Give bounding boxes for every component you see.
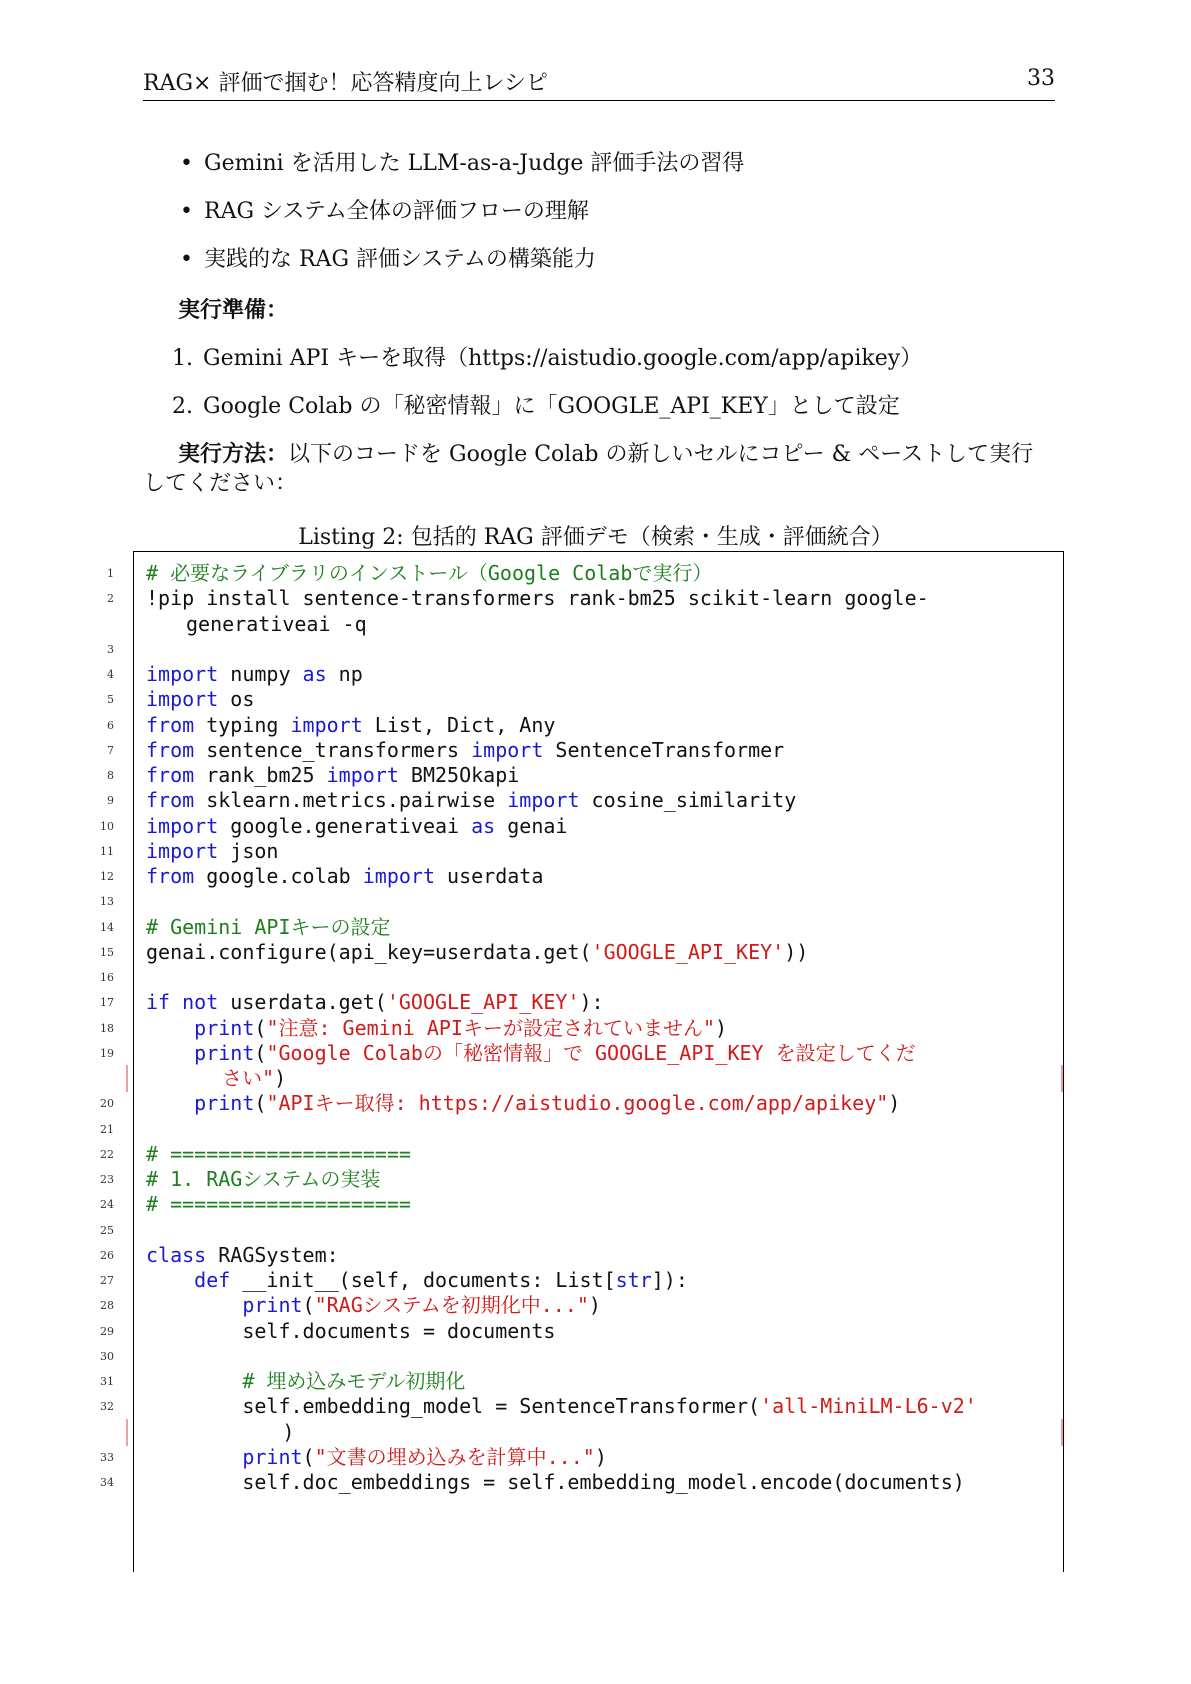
- code-token: from: [146, 712, 195, 737]
- line-break-marker: [126, 1419, 128, 1446]
- objectives-list: [180, 146, 744, 290]
- code-line: [100, 964, 1063, 991]
- code-text: [146, 1141, 411, 1168]
- code-line: [100, 1318, 1063, 1345]
- code-token: os: [218, 687, 255, 712]
- code-token: "Google Colabの「秘密情報」で GOOGLE_API_KEY を設定してくだ: [266, 1040, 916, 1065]
- line-number: 26: [100, 1248, 114, 1262]
- code-line: [100, 1217, 1063, 1244]
- code-token: import: [471, 737, 544, 762]
- code-token: print: [242, 1444, 303, 1469]
- line-number: 8: [107, 769, 114, 782]
- line-number: 12: [100, 870, 114, 883]
- code-text: [146, 1090, 900, 1117]
- code-token: 'GOOGLE_API_KEY': [591, 939, 785, 964]
- code-token: import: [290, 712, 363, 737]
- code-token: ): [888, 1091, 901, 1116]
- line-break-marker: [1061, 1065, 1063, 1092]
- code-line: [100, 1166, 1063, 1193]
- code-token: (: [254, 1091, 267, 1116]
- line-number: 25: [100, 1223, 114, 1237]
- code-token: json: [218, 838, 279, 863]
- code-token: from: [146, 737, 195, 762]
- code-line: [100, 1015, 1063, 1042]
- line-number: 15: [100, 945, 114, 959]
- code-token: import: [362, 864, 435, 888]
- code-text: [146, 1393, 977, 1420]
- page-header: [143, 66, 1055, 101]
- code-text: [146, 989, 604, 1016]
- step-text: Google Colab の「秘密情報」に「GOOGLE_API_KEY」として設定: [203, 394, 900, 419]
- code-text: [186, 1065, 286, 1092]
- code-text: [146, 1267, 688, 1294]
- code-token: from: [146, 864, 195, 888]
- code-token: numpy: [218, 662, 303, 686]
- code-token: ): [274, 1066, 287, 1090]
- line-number: 13: [100, 895, 114, 909]
- code-token: (: [302, 1444, 315, 1469]
- method-label: 実行方法：: [178, 441, 289, 467]
- code-token: BM25Okapi: [398, 763, 520, 787]
- running-title: RAG× 評価で掴む！応答精度向上レシピ: [143, 71, 548, 96]
- code-token: __init__(self, documents: List[: [230, 1268, 616, 1292]
- code-text: [146, 914, 391, 941]
- line-number: 22: [100, 1147, 114, 1161]
- code-token: ): [186, 1419, 295, 1444]
- code-token: [146, 1016, 194, 1040]
- code-text: [146, 1166, 380, 1193]
- page-number: 33: [1027, 66, 1055, 91]
- code-token: generativeai -q: [186, 611, 367, 636]
- code-line: [100, 1141, 1063, 1168]
- line-number: 7: [107, 743, 114, 757]
- code-token: if: [146, 990, 171, 1015]
- code-token: # 埋め込みモデル初期化: [242, 1369, 466, 1393]
- code-token: ):: [579, 990, 604, 1015]
- line-number: 27: [100, 1274, 114, 1287]
- code-line: [100, 1368, 1063, 1395]
- code-token: self.doc_embeddings = self.embedding_model.encode(documents): [146, 1470, 965, 1494]
- code-line: [100, 1040, 1063, 1067]
- code-token: # ====================: [146, 1192, 411, 1217]
- code-token: !pip install sentence-transformers rank-bm25 scikit-learn google-: [146, 586, 929, 611]
- code-text: [146, 863, 543, 890]
- code-token: as: [471, 813, 496, 838]
- code-text: [146, 787, 796, 814]
- code-token: ]):: [651, 1268, 688, 1292]
- code-text: [146, 813, 567, 840]
- step-number: 1.: [172, 346, 193, 371]
- code-token: str: [615, 1268, 652, 1292]
- code-token: typing: [194, 712, 291, 737]
- code-token: (: [254, 1040, 267, 1065]
- code-token: さい": [186, 1066, 275, 1090]
- line-number: 29: [100, 1324, 114, 1338]
- code-token: "RAGシステムを初期化中...": [314, 1293, 589, 1318]
- code-text: [146, 1368, 465, 1395]
- code-token: import: [146, 687, 219, 712]
- code-token: SentenceTransformer: [543, 737, 785, 762]
- code-text: [146, 686, 254, 713]
- code-token: [146, 1445, 242, 1469]
- code-token: # 必要なライブラリのインストール（Google Colabで実行）: [146, 561, 713, 585]
- code-token: # Gemini APIキーの設定: [146, 914, 391, 939]
- code-line: [100, 1444, 1063, 1471]
- list-item: • Gemini を活用した LLM-as-a-Judge 評価手法の習得: [180, 146, 744, 194]
- line-number: 6: [107, 718, 114, 732]
- code-token: List, Dict, Any: [362, 712, 556, 737]
- step-number: 2.: [172, 394, 193, 419]
- code-text: [146, 838, 278, 865]
- code-token: 'GOOGLE_API_KEY': [386, 990, 580, 1015]
- line-break-marker: [1061, 1419, 1063, 1446]
- code-line: [100, 914, 1063, 941]
- code-line: [107, 686, 1063, 713]
- code-line: [107, 787, 1063, 814]
- line-number: 28: [100, 1299, 114, 1313]
- code-text: [146, 560, 712, 587]
- line-number: 3: [107, 642, 114, 656]
- code-token: ): [588, 1293, 601, 1318]
- code-token: (: [302, 1293, 315, 1318]
- code-text: [146, 1469, 965, 1496]
- line-number: 34: [100, 1476, 114, 1489]
- code-line: [107, 737, 1063, 764]
- code-token: class: [146, 1242, 207, 1267]
- code-token: print: [242, 1293, 303, 1318]
- code-token: sklearn.metrics.pairwise: [194, 788, 508, 813]
- code-token: not: [182, 990, 219, 1015]
- line-number: 31: [100, 1375, 114, 1388]
- code-token: cosine_similarity: [579, 788, 797, 813]
- code-token: ): [715, 1015, 728, 1040]
- code-line: [100, 1116, 1063, 1143]
- code-line: [100, 1292, 1063, 1319]
- code-token: # 1. RAGシステムの実装: [146, 1167, 381, 1191]
- code-text: [146, 1292, 601, 1319]
- method-paragraph: [143, 440, 1055, 498]
- code-token: self.embedding_model = SentenceTransformer(: [146, 1394, 761, 1419]
- code-token: print: [194, 1040, 255, 1065]
- line-number: 24: [100, 1198, 114, 1212]
- code-token: self.documents = documents: [146, 1318, 556, 1343]
- code-token: genai.configure(api_key=userdata.get(: [146, 939, 592, 964]
- line-number: 21: [100, 1122, 114, 1136]
- code-token: (: [254, 1015, 267, 1040]
- code-line-continuation: [134, 611, 1063, 638]
- code-token: [146, 1091, 194, 1115]
- line-number: 4: [107, 668, 114, 681]
- code-token: RAGSystem:: [206, 1242, 339, 1267]
- line-number: 23: [100, 1173, 114, 1186]
- code-token: np: [326, 662, 363, 686]
- code-line: [107, 560, 1063, 587]
- code-token: from: [146, 763, 195, 787]
- list-item: • RAG システム全体の評価フローの理解: [180, 194, 744, 242]
- code-line: [100, 863, 1063, 890]
- code-token: 'all-MiniLM-L6-v2': [760, 1394, 977, 1419]
- code-line: [107, 762, 1063, 789]
- code-line: [100, 888, 1063, 915]
- code-line: [107, 636, 1063, 663]
- prep-steps: [172, 341, 922, 437]
- code-token: google.colab: [194, 864, 363, 888]
- line-number: 11: [100, 844, 114, 858]
- code-line: [107, 661, 1063, 688]
- code-token: [146, 1369, 242, 1393]
- code-token: from: [146, 788, 195, 813]
- code-line: [100, 1191, 1063, 1218]
- line-number: 30: [100, 1349, 114, 1363]
- line-number: 9: [107, 794, 114, 808]
- code-token: [146, 1293, 242, 1317]
- code-token: import: [326, 763, 399, 787]
- code-text: [146, 1444, 607, 1471]
- code-token: as: [302, 662, 327, 686]
- code-text: [146, 737, 784, 764]
- code-token: google.generativeai: [218, 813, 472, 838]
- code-line: [100, 1267, 1063, 1294]
- code-line: [100, 838, 1063, 865]
- code-line: [100, 1242, 1063, 1269]
- code-token: "注意: Gemini APIキーが設定されていません": [266, 1015, 716, 1040]
- code-token: [146, 1041, 194, 1065]
- code-token: sentence_transformers: [194, 737, 472, 762]
- line-number: 1: [107, 567, 114, 580]
- code-token: )): [784, 939, 809, 964]
- listing-caption: Listing 2: 包括的 RAG 評価デモ（検索・生成・評価統合）: [298, 525, 893, 550]
- method-text: 以下のコードを Google Colab の新しいセルにコピー & ペーストして実行してください：: [143, 442, 1034, 496]
- code-token: import: [507, 788, 580, 813]
- code-token: # ====================: [146, 1141, 411, 1166]
- code-line: [100, 1090, 1063, 1117]
- code-token: genai: [495, 813, 568, 838]
- line-number: 19: [100, 1046, 114, 1060]
- code-text: [146, 1015, 727, 1042]
- code-token: print: [194, 1091, 255, 1116]
- code-token: import: [146, 813, 219, 838]
- code-text: [146, 1040, 916, 1067]
- code-token: [146, 1268, 194, 1292]
- code-line: [100, 1393, 1063, 1420]
- code-token: userdata: [435, 864, 544, 888]
- list-item: [172, 389, 922, 437]
- line-number: 18: [100, 1021, 114, 1035]
- code-line: [100, 813, 1063, 840]
- code-token: rank_bm25: [194, 763, 327, 787]
- code-token: [170, 990, 182, 1014]
- code-line-continuation: [134, 1419, 1063, 1446]
- line-number: 16: [100, 971, 114, 984]
- code-line: [100, 989, 1063, 1016]
- code-token: "APIキー取得: https://aistudio.google.com/app/apikey": [266, 1091, 889, 1116]
- prep-heading: 実行準備：: [178, 297, 289, 323]
- list-item: • 実践的な RAG 評価システムの構築能力: [180, 242, 744, 290]
- code-line: [107, 712, 1063, 739]
- code-text: [146, 1191, 411, 1218]
- line-number: 5: [107, 693, 114, 707]
- line-number: 14: [100, 920, 114, 934]
- code-text: [146, 762, 519, 789]
- code-text: [146, 585, 929, 612]
- code-token: ): [594, 1444, 607, 1469]
- code-line: [107, 585, 1063, 612]
- line-number: 20: [100, 1097, 114, 1111]
- code-token: import: [146, 838, 219, 863]
- code-text: [186, 611, 367, 638]
- list-item: [172, 341, 922, 389]
- code-line: [100, 1469, 1063, 1496]
- line-number: 2: [107, 592, 114, 606]
- code-token: import: [146, 662, 219, 686]
- line-break-marker: [126, 1065, 128, 1092]
- line-number: 32: [100, 1400, 114, 1414]
- code-token: def: [194, 1268, 231, 1292]
- code-token: "文書の埋め込みを計算中...": [314, 1444, 595, 1469]
- code-line: [100, 1343, 1063, 1370]
- code-token: print: [194, 1015, 255, 1040]
- code-line: [100, 939, 1063, 966]
- code-token: userdata.get(: [218, 990, 387, 1015]
- line-number: 10: [100, 819, 114, 833]
- line-number: 17: [100, 996, 114, 1010]
- code-text: [146, 939, 808, 966]
- line-number: 33: [100, 1450, 114, 1464]
- code-text: [146, 661, 363, 688]
- step-text: Gemini API キーを取得（https://aistudio.google.com/app/apikey）: [203, 346, 923, 371]
- code-text: [146, 712, 555, 739]
- code-line-continuation: [134, 1065, 1063, 1092]
- code-listing: [100, 551, 1064, 1572]
- code-text: [186, 1419, 294, 1446]
- code-text: [146, 1318, 555, 1345]
- code-text: [146, 1242, 339, 1269]
